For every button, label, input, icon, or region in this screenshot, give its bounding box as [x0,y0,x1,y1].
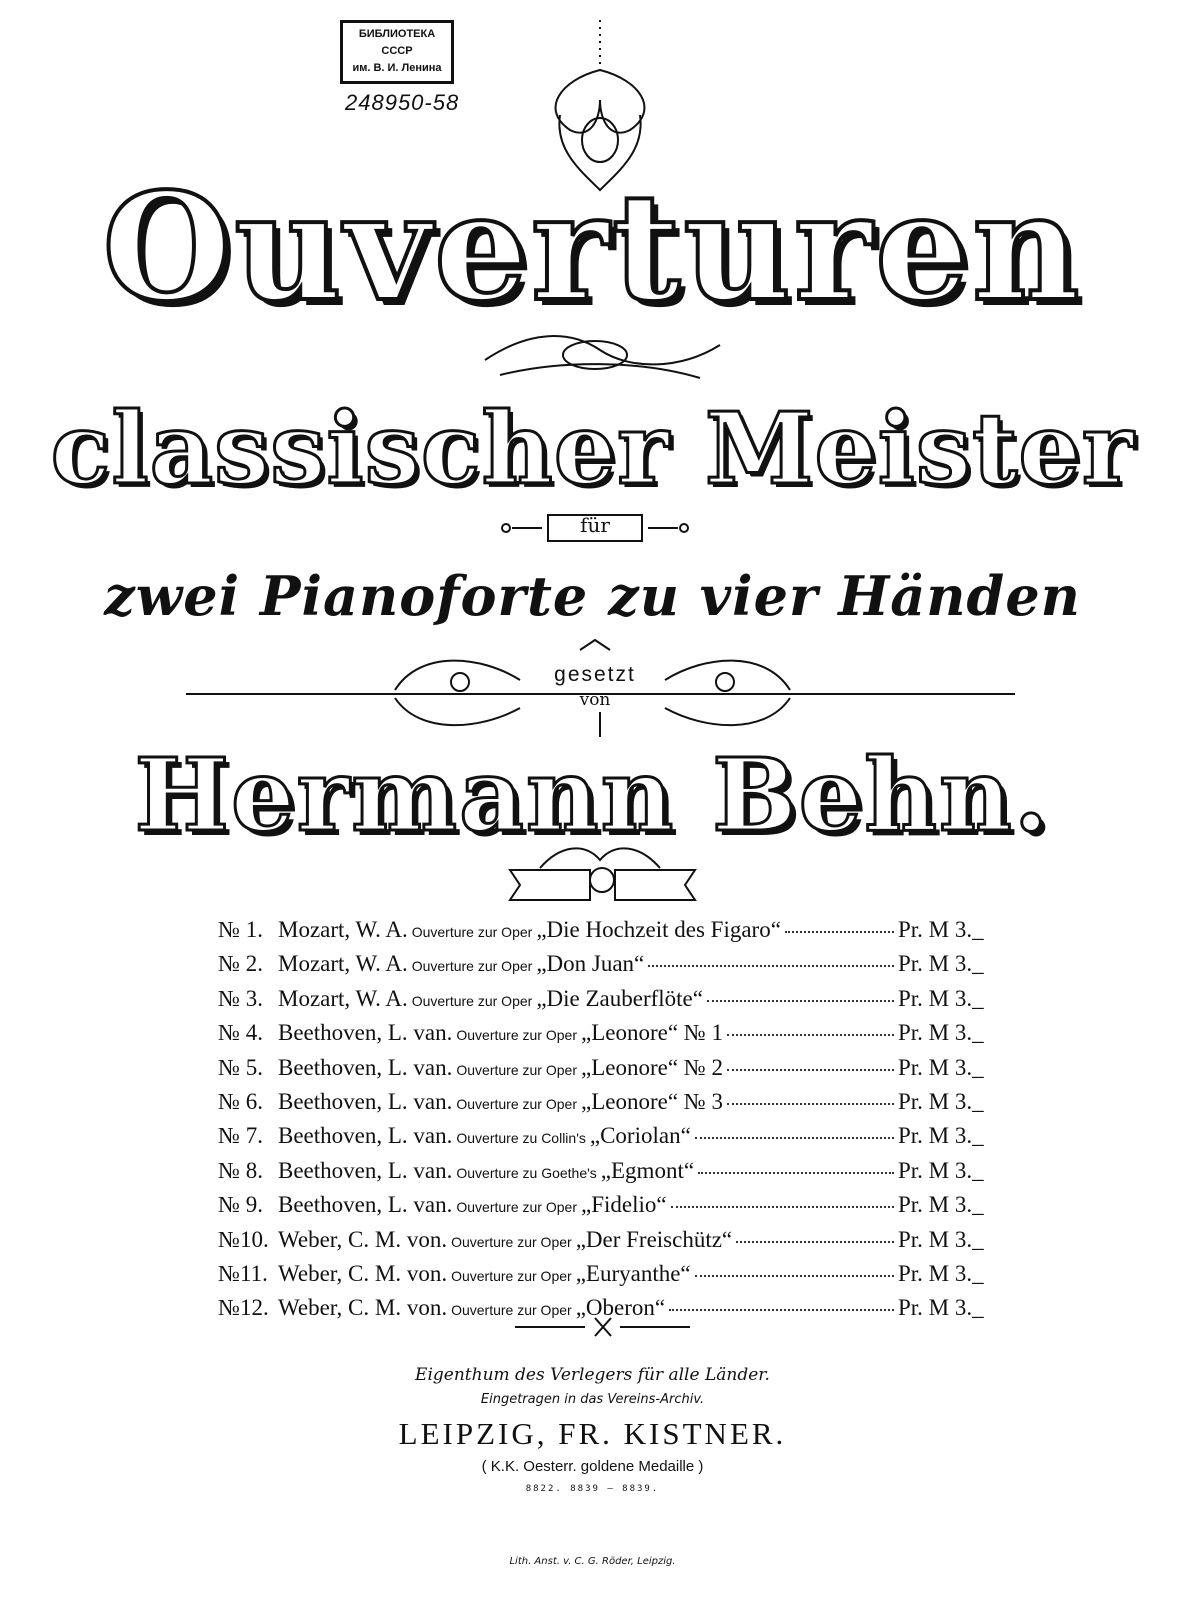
list-item [218,1261,998,1295]
fuer-label: für [580,513,610,537]
work-price: Pr. M 3._ [898,951,984,977]
work-price: Pr. M 3._ [898,985,984,1011]
work-composer: Beethoven, L. van. [278,1088,453,1114]
work-description: Ouverture zur Oper [456,1199,577,1216]
plate-numbers: 8822. 8839 — 8839. [525,1484,660,1494]
list-item [218,1089,998,1123]
work-title: „Leonore“ № 2 [580,1054,723,1080]
work-composer: Beethoven, L. van. [278,1157,453,1183]
gesetzt-label: gesetzt [554,663,636,686]
work-number: №10. [218,1226,269,1252]
work-title: „Fidelio“ [580,1192,667,1218]
work-composer: Mozart, W. A. [278,985,408,1011]
stamp-line: им. В. И. Ленина [352,62,442,74]
work-description: Ouverture zur Oper [411,924,533,940]
property-notice: Eigenthum des Verlegers für alle Länder. [415,1365,770,1385]
fuer-frame-dot [502,524,510,532]
work-number: №11. [218,1260,268,1286]
work-number: № 7. [218,1123,263,1149]
work-description: Ouverture zur Oper [451,1267,572,1284]
list-item [218,986,998,1020]
work-description: Ouverture zur Oper [456,1095,577,1112]
work-number: № 9. [218,1192,263,1218]
registration-notice: Eingetragen in das Vereins-Archiv. [480,1392,705,1407]
work-title: „Oberon“ [575,1295,666,1321]
dot-leader [707,1000,894,1002]
right-scroll [665,661,790,726]
works-list [218,917,998,1330]
work-number: № 6. [218,1088,263,1114]
dot-leader [695,1137,894,1139]
fuer-frame-dot [680,524,688,532]
work-number: № 1. [218,917,263,942]
arranger-name: Hermann Behn. [134,736,1051,854]
work-price: Pr. M 3._ [898,1123,984,1149]
work-price: Pr. M 3._ [898,1192,984,1218]
work-price: Pr. M 3._ [898,1295,984,1321]
banner [510,870,695,900]
work-number: № 8. [218,1157,263,1183]
work-description: Ouverture zu Goethe's [456,1164,597,1181]
work-composer: Mozart, W. A. [278,951,408,977]
work-number: № 3. [218,985,263,1011]
work-number: №12. [218,1295,269,1321]
dot-leader [698,1172,894,1174]
list-item [218,1295,998,1329]
list-item [218,1020,998,1054]
list-item [218,1123,998,1157]
work-number: № 4. [218,1020,263,1046]
list-item [218,1192,998,1226]
work-composer: Beethoven, L. van. [278,1192,453,1218]
work-description: Ouverture zur Oper [451,1302,572,1319]
work-title: „Leonore“ № 1 [580,1020,723,1046]
title-swash [500,364,700,378]
list-item [218,1055,998,1089]
work-price: Pr. M 3._ [898,1054,984,1080]
work-price: Pr. M 3._ [898,917,984,942]
stamp-line: СССР [381,45,413,57]
work-description: Ouverture zur Oper [456,1061,577,1078]
work-price: Pr. M 3._ [898,1226,984,1252]
work-title: „Die Zauberflöte“ [536,985,703,1011]
dot-leader [785,931,894,933]
inventory-number: 248950-58 [345,90,460,115]
work-composer: Weber, C. M. von. [278,1295,448,1321]
scroll-curl [451,673,469,691]
subtitle: classischer Meister [50,392,1135,507]
work-title: „Die Hochzeit des Figaro“ [536,917,781,942]
dot-leader [671,1206,894,1208]
work-price: Pr. M 3._ [898,1260,984,1286]
list-item [218,917,998,951]
work-title: „Der Freischütz“ [575,1226,733,1252]
instrumentation: zwei Pianoforte zu vier Händen [104,564,1081,628]
dot-leader [727,1069,894,1071]
work-number: № 5. [218,1054,263,1080]
work-description: Ouverture zur Oper [411,992,533,1009]
work-description: Ouverture zu Collin's [456,1130,586,1147]
list-item [218,1227,998,1261]
medal-note: ( K.K. Oesterr. goldene Medaille ) [481,1458,704,1475]
work-description: Ouverture zur Oper [411,958,533,975]
work-composer: Weber, C. M. von. [278,1260,448,1286]
stamp-line: БИБЛИОТЕКА [358,28,436,40]
work-title: „Egmont“ [600,1157,695,1183]
dot-leader [727,1103,894,1105]
work-price: Pr. M 3._ [898,1020,984,1046]
work-description: Ouverture zur Oper [456,1027,577,1044]
work-composer: Beethoven, L. van. [278,1054,453,1080]
work-composer: Beethoven, L. van. [278,1020,453,1046]
banner-rosette [590,868,614,892]
lithographer-credit: Lith. Anst. v. C. G. Röder, Leipzig. [509,1556,676,1567]
work-description: Ouverture zur Oper [451,1233,572,1250]
work-composer: Weber, C. M. von. [278,1226,448,1252]
dot-leader [736,1241,894,1243]
work-title: „Coriolan“ [589,1123,691,1149]
work-composer: Beethoven, L. van. [278,1123,453,1149]
dot-leader [669,1309,894,1311]
work-price: Pr. M 3._ [898,1088,984,1114]
dot-leader [695,1275,894,1277]
work-number: № 2. [218,951,263,977]
crest-flourish [556,70,645,133]
work-title: „Leonore“ № 3 [580,1088,723,1114]
dot-leader [648,965,894,967]
list-item [218,951,998,985]
left-scroll [395,661,520,726]
von-label: von [579,690,611,710]
scroll-curl [716,673,734,691]
work-composer: Mozart, W. A. [278,917,408,942]
work-price: Pr. M 3._ [898,1157,984,1183]
list-item [218,1158,998,1192]
work-title: „Don Juan“ [536,951,645,977]
work-title: „Euryanthe“ [575,1260,691,1286]
dot-leader [727,1034,894,1036]
gesetzt-finial [580,640,610,737]
publisher: LEIPZIG, FR. KISTNER. [398,1416,787,1451]
main-title: Ouverturen [102,160,1083,334]
